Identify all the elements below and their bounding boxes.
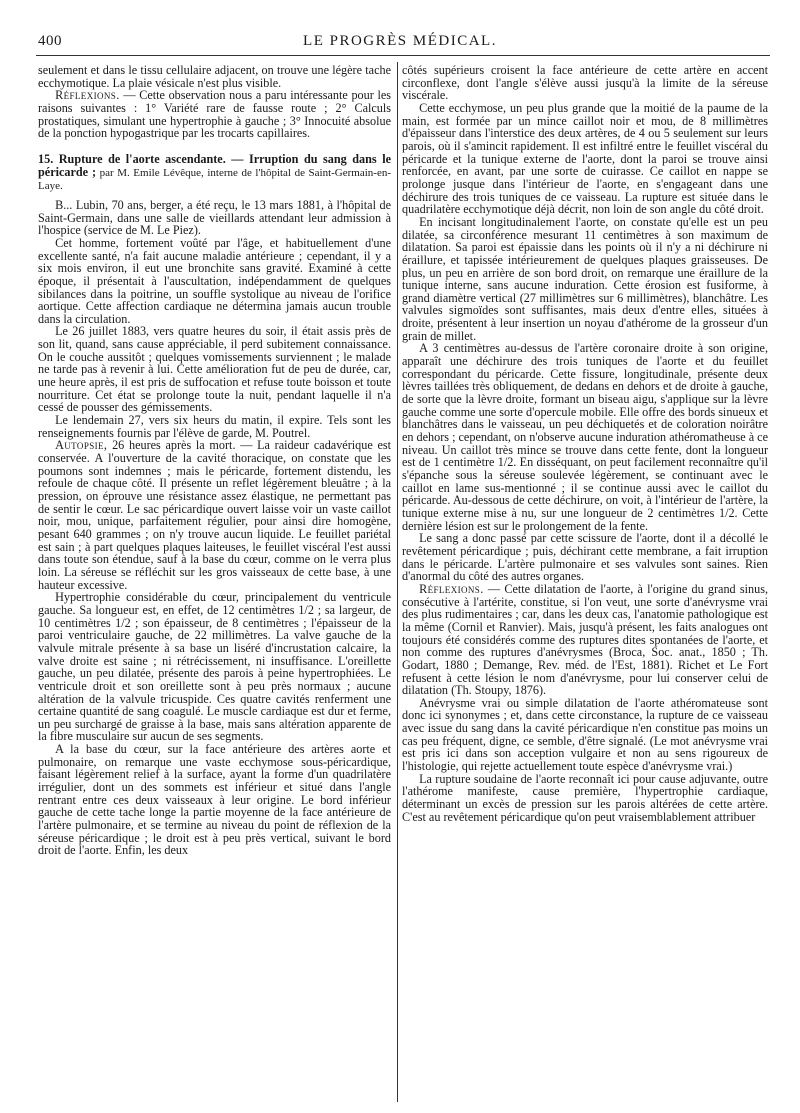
right-column bbox=[402, 64, 768, 1104]
running-head: LE PROGRÈS MÉDICAL. bbox=[303, 33, 497, 49]
page-number: 400 bbox=[38, 33, 62, 49]
article-author: par M. Emile Lévêque, interne de l'hôpital de Saint-Germain-en-Laye. bbox=[38, 166, 391, 193]
paragraph bbox=[38, 89, 391, 140]
paragraph: B... Lubin, 70 ans, berger, a été reçu, le 13 mars 1881, à l'hôpital de Saint-Germain, dans une salle de vieillards attendant leur admission à l'hospice (service de M. Le Piez). bbox=[38, 197, 391, 238]
paragraph: Hypertrophie considérable du cœur, principalement du ventricule gauche. Sa longueur est, en effet, de 12 centimètres 1/2 ; sa largeur, de 10 centimètres 1/2 ; son épaisseur, de 8 centimètres ; l'épaisseur de la paroi ventriculaire gauche, de 22 millimètres. La valve gauche de la valvule mitrale présente à sa base un liséré d'incrustation calcaire, la valve droite est saine ; ni rétrécissement, ni insuffisance. L'oreillette gauche, un peu dilatée, présente des parois à peine hypertrophiées. Le ventricule droit et son oreillette sont à peu près normaux ; aucune altération de la valvule tricuspide. Ces quatre cavités renferment une certaine quantité de sang coagulé. Le muscle cardiaque est dur et ferme, un peu surchargé de graisse à la base, mais sans altération apparente de la fibre musculaire sur aucun de ses segments. bbox=[38, 590, 391, 744]
reflexions-lead: Réflexions. bbox=[55, 88, 120, 103]
paragraph: côtés supérieurs croisent la face antérieure de cette artère en accent circonflexe, dont l'angle s'élève aussi jusqu'à la limite de la séreuse viscérale. bbox=[402, 64, 768, 103]
paragraph-text: — Cette observation nous a paru intéressante pour les raisons suivantes : 1° Variété rare de fausse route ; 2° Calculs prostatiques, simulant une hypertrophie à gauche ; 3° Innocuité absolue de la ponction hypogastrique par les trocarts capillaires. bbox=[38, 88, 391, 141]
article-heading bbox=[38, 153, 391, 193]
paragraph-text: — Cette dilatation de l'aorte, à l'origine du grand sinus, consécutive à l'artérite, constitue, si l'on veut, une sorte d'anévrysme vrai des plus rudimentaires ; car, dans les deux cas, l'anatomie pathologique est la même (Cornil et Ranvier). Mais, jusqu'à présent, les faits analogues ont toujours été considérés comme des ruptures dites spontanées de l'aorte, et non comme des ruptures d'anévrysmes (Broca, Soc. anat., 1850 ; Th. Godart, 1880 ; Demange, Rev. méd. de l'Est, 1881). Richet et Le Fort refusent à cette lésion le nom d'anévrysme, pour lui conserver celui de dilatation (Th. Stoupy, 1876). bbox=[402, 581, 768, 698]
reflexions-lead: Réflexions. bbox=[419, 581, 484, 596]
paragraph: En incisant longitudinalement l'aorte, on constate qu'elle est un peu dilatée, sa circonférence mesurant 11 centimètres à son maximum de dilatation. Sa paroi est épaissie dans les points où il n'y a ni déchirure ni éraillure, et tapissée intérieurement de quelques plaques graisseuses. De plus, un peu en arrière de son bord droit, on remarque une éraillure de la tunique interne, sans aucune induration. Cette érosion est fusiforme, à grand diamètre vertical (27 millimètres sur 6 millimètres), blanchâtre. Les valvules sigmoïdes sont suffisantes, mais deux d'entre elles, situées à droite, présentent à leur insertion un noyau d'athérome de la grosseur d'un grain de millet. bbox=[402, 214, 768, 343]
left-column bbox=[38, 64, 391, 1104]
paragraph: Le lendemain 27, vers six heurs du matin, il expire. Tels sont les renseignements fournis par l'élève de garde, M. Poutrel. bbox=[38, 413, 391, 440]
paragraph bbox=[402, 583, 768, 697]
autopsie-lead: Autopsie, bbox=[55, 438, 108, 453]
paragraph: Le sang a donc passé par cette scissure de l'aorte, dont il a décollé le revêtement péricardique ; puis, déchirant cette membrane, a fait irruption dans le péricarde. L'artère pulmonaire et ses valvules sont saines. Rien d'anormal du côté des autres organes. bbox=[402, 531, 768, 584]
paragraph: Anévrysme vrai ou simple dilatation de l'aorte athéromateuse sont donc ici synonymes ; et, dans cette circonstance, la rupture de ce vaisseau avec issue du sang dans la cavité péricardique n'en constitue pas moins un cas peu fréquent, digne, ce semble, d'être signalé. (Le mot anévrysme vrai est pris ici dans son acception vulgaire et non au sens rigoureux de l'histologie, qui rejette actuellement toute espèce d'anévrysme vrai.) bbox=[402, 695, 768, 774]
column-divider bbox=[397, 62, 398, 1102]
paragraph bbox=[38, 439, 391, 591]
paragraph: La rupture soudaine de l'aorte reconnaît ici pour cause adjuvante, outre l'athérome manifeste, cause première, l'hypertrophie cardiaque, déterminant un excès de pression sur les parois altérées de cette artère. C'est au revêtement péricardique qu'on peut vraisemblablement attribuer bbox=[402, 771, 768, 824]
paragraph: seulement et dans le tissu cellulaire adjacent, on trouve une légère tache ecchymotique. La plaie vésicale n'est plus visible. bbox=[38, 64, 391, 90]
paragraph: Cet homme, fortement voûté par l'âge, et habituellement d'une excellente santé, n'a fait aucune maladie antérieure ; cependant, il y a six mois environ, il eut une bronchite sans gravité. Examiné à cette époque, il présentait à l'auscultation, indépendamment de quelques sibilances dans la poitrine, un souffle systolique au niveau de l'orifice aortique. Cette affection cardiaque ne détermina jamais aucun trouble dans la circulation. bbox=[38, 235, 391, 326]
article-title: 15. Rupture de l'aorte ascendante. — Irruption du sang dans le péricarde ; bbox=[38, 151, 391, 179]
paragraph: Cette ecchymose, un peu plus grande que la moitié de la paume de la main, est formée par un mince caillot noir et mou, de 8 millimètres d'épaisseur dans l'interstice des deux artères, de 4 ou 5 seulement sur leurs parois, où il s'amincit rapidement. Il est infiltré entre le feuillet viscéral du péricarde et la tunique externe de l'aorte, dont la paroi se trouve ainsi renforcée, en avant, par une sorte de cuirasse. Ce caillot en nappe se prolonge jusque dans l'intérieur de l'aorte, en s'engageant dans une déchirure des trois tuniques de ce vaisseau. La rupture est située dans le quadrilatère ecchymotique déjà décrit, non loin de son angle du côté droit. bbox=[402, 100, 768, 217]
paragraph: A la base du cœur, sur la face antérieure des artères aorte et pulmonaire, on remarque une vaste ecchymose sous-péricardique, faisant légèrement relief à la surface, ayant la forme d'un quadrilatère irrégulier, dont un des sommets est inférieur et situé dans l'angle rentrant entre ces deux vaisseaux à leur origine. Le bord inférieur gauche de cette tache longe la partie moyenne de la face antérieure de l'artère pulmonaire, et se termine au niveau du point de réflexion de la séreuse péricardique ; le droit est à peu près vertical, suivant le bord droit de l'aorte. Enfin, les deux bbox=[38, 742, 391, 858]
paragraph: Le 26 juillet 1883, vers quatre heures du soir, il était assis près de son lit, quand, sans cause appréciable, il perd subitement connaissance. On le couche aussitôt ; quelques vomissements surviennent ; le malade ne tarde pas à revenir à lui. Cette amélioration fut de peu de durée, car, une heure après, il est pris de suffocation et refuse toute boisson et toute nourriture. Cet état se prolonge toute la nuit, pendant laquelle il n'a cessé de pousser des gémissements. bbox=[38, 324, 391, 415]
paragraph: A 3 centimètres au-dessus de l'artère coronaire droite à son origine, apparaît une déchirure des trois tuniques de l'aorte et du feuillet correspondant du péricarde. Cette fissure, longitudinale, présente deux lèvres taillées très obliquement, de dedans en dehors et de droite à gauche, de sorte que la lèvre droite, formant un biseau aigu, s'applique sur la lèvre gauche comme une sorte d'opercule mobile. Elle offre des bords sinueux et blanchâtres dans le vaisseau, un peu déchiquetés et de coloration noirâtre en dehors ; cependant, on n'observe aucune induration athéromatheuse à ce niveau. Un caillot très mince se trouve dans cette fente, dont la longueur est de 1 centimètre 1/2. En disséquant, on peut facilement reconnaître qu'il s'épanche sous la séreuse soulevée légèrement, se continuant avec le caillot en lame sus-mentionné ; il se continue aussi avec le caillot du péricarde. Au-dessous de cette déchirure, on voit, à l'intérieur de l'artère, la tunique externe mise à nu, sur une longueur de 2 centimètres 1/2. Cette dernière lésion est sur le prolongement de la fente. bbox=[402, 341, 768, 533]
header-rule bbox=[36, 55, 770, 56]
paragraph-text: 26 heures après la mort. — La raideur cadavérique est conservée. A l'ouverture de la cavité thoracique, on constate que les poumons sont indemnes ; mais le péricarde, fortement distendu, les refoule de chaque côté. Il présente un reflet légèrement bleuâtre ; à la pression, on éprouve une résistance assez élastique, ne permettant pas de sentir le cœur. Le sac péricardique ouvert laisse voir un vaste caillot noir, mou, unique, parfaitement régulier, pour ainsi dire homogène, pesant 640 grammes ; on n'y trouve aucun liquide. Le feuillet pariétal est sain ; à part quelques plaques laiteuses, le feuillet viscéral l'est aussi dans toute son étendue, sauf à la base du cœur, comme on le verra plus loin. La séreuse se réfléchit sur les gros vaisseaux de cette base, à une hauteur excessive. bbox=[38, 438, 391, 592]
